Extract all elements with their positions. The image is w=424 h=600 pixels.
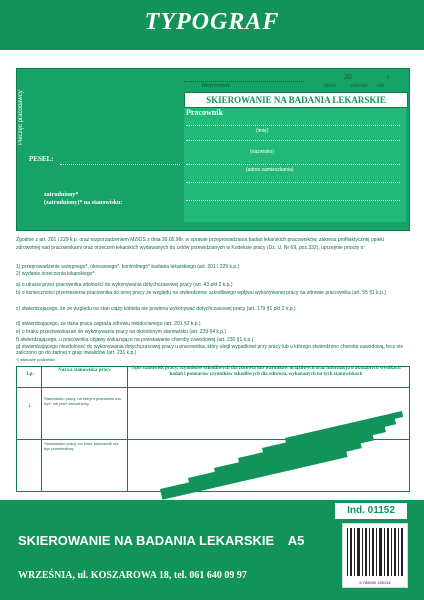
year-caption: rok: [377, 83, 384, 89]
form-title: SKIEROWANIE NA BADANIA LEKARSKIE: [184, 92, 408, 108]
date-prefix: 20: [344, 74, 352, 81]
position-line: [186, 200, 400, 201]
intro-text: Zgodnie z art. 201 i 229 k.p. oraz rozporządzeniem MZiOS z dnia 30.05.96r. w sprawie przeprowadzania badań lekarskich pracowników, zakresu profilaktycznej opieki zdrowotnej nad pracownikami oraz orzeczeń lekarskich wydawanych do celów przewidzianych w Kodeksie pracy (Dz. U. Nr 69, poz.332), uprzejmie proszę o:: [16, 237, 384, 251]
day-caption: dzień: [324, 83, 336, 89]
pesel-label: PESEL:: [29, 155, 54, 163]
table-row-number: 1.: [28, 404, 32, 409]
barcode-number: 9 788390 155134: [359, 580, 391, 585]
table-row-station: Stanowisko pracy, na którym pracownik ma być* lub jest* zatrudniony:: [44, 396, 121, 406]
item-b: b) o konieczności przeniesienia pracownika do innej pracy ze względu na stwierdzenie szkodliwego wpływu wykonywanej pracy na zdrowie pracownika (art. 55 §1 k.p.): [16, 290, 386, 296]
table-row-note: *stanowisko pracy, na które pracownik ma być przeniesiony: [44, 441, 119, 451]
employment-label: [44, 191, 122, 207]
item-c: c) stwierdzającego, że ze względu na stan ciąży kobieta nie powinna wykonywać dotychczasowej pracy (art. 179 §1 pkt 2 k.p.): [16, 306, 296, 312]
footer-address: WRZEŚNIA, ul. KOSZAROWA 18, tel. 061 640 09 97: [18, 570, 247, 581]
nazwisko-caption: (nazwisko): [250, 149, 274, 155]
table-header-description: Opis stanowisk pracy, czynników szkodliwych dla zdrowia lub warunków uciążliwych oraz informacja o aktualnych wynikach badań i pomiarów czynników szkodliwych dla zdrowia, wykonanych na tych stanowiskach: [131, 366, 401, 377]
address-caption: (adres zamieszkania): [246, 167, 294, 173]
barcode: [342, 523, 408, 588]
footer-title-text: SKIEROWANIE NA BADANIA LEKARSKIE: [18, 533, 275, 548]
place-date-section: [184, 74, 404, 92]
surname-line: [186, 140, 400, 141]
place-line: [184, 81, 304, 82]
pesel-line: [60, 164, 180, 165]
index-code-badge: Ind. 01152: [334, 502, 408, 520]
address-line: [186, 164, 400, 165]
footer-size: A5: [287, 533, 305, 548]
footnote: *) właściwe podkreślić: [16, 357, 56, 362]
address-line-2: [186, 182, 400, 183]
employment-label-line2: (zatrudniony)* na stanowisku:: [44, 200, 123, 206]
month-caption: miesiąc: [351, 83, 368, 89]
item-f: f) stwierdzającego, u pracownika objawy wskazujące na powstawanie choroby zawodowej (art. 230 §1 k.p.): [16, 337, 254, 343]
date-suffix: r.: [387, 75, 391, 81]
brand-logo-text: TYPOGRAF: [144, 9, 280, 35]
employee-title: Pracownik: [186, 108, 223, 117]
stamp-label: Pieczęć pracodawcy: [18, 90, 24, 145]
employee-name-line: [186, 125, 400, 126]
item-g: g) stwierdzającego niezdolność do wykonywania dotychczasowej pracy u pracownika, który uległ wypadkowi przy pracy lub u którego stwierdzono chorobę zawodową, lecz nie zaliczono go do żadnej z grup inwalidów (art. 231 k.p.): [16, 344, 404, 356]
footer-title: [18, 533, 304, 548]
item-a: a) o utracie przez pracownika zdolności do wykonywania dotychczasowej pracy (art. 43 pkt 2 k.p.): [16, 282, 233, 288]
item-1: 1) przeprowadzenie wstępnego*, okresowego*, kontrolnego* badania lekarskiego (art. 201 i 229 k.p.): [16, 264, 240, 270]
table-header-lp: Lp.: [26, 372, 34, 377]
item-e: e) o braku przeciwwskazań do wykonywania pracy na określonym stanowisku (art. 229 §4 k.p.): [16, 329, 227, 335]
table-header-position: Nazwa stanowiska pracy: [58, 368, 111, 373]
table-header-row: [17, 387, 409, 388]
table-col-2: [127, 367, 128, 491]
item-d: d) stwierdzającego, że dana praca zagraża zdrowiu młodocianego (art. 201 §2 k.p.): [16, 321, 201, 327]
place-caption: Miejscowość: [202, 83, 231, 89]
item-2: 2) wydanie orzeczenia lekarskiego*:: [16, 271, 96, 277]
employment-label-line1: zatrudniony*: [44, 192, 79, 198]
table-col-1: [41, 367, 42, 491]
imie-caption: (imię): [256, 128, 269, 134]
